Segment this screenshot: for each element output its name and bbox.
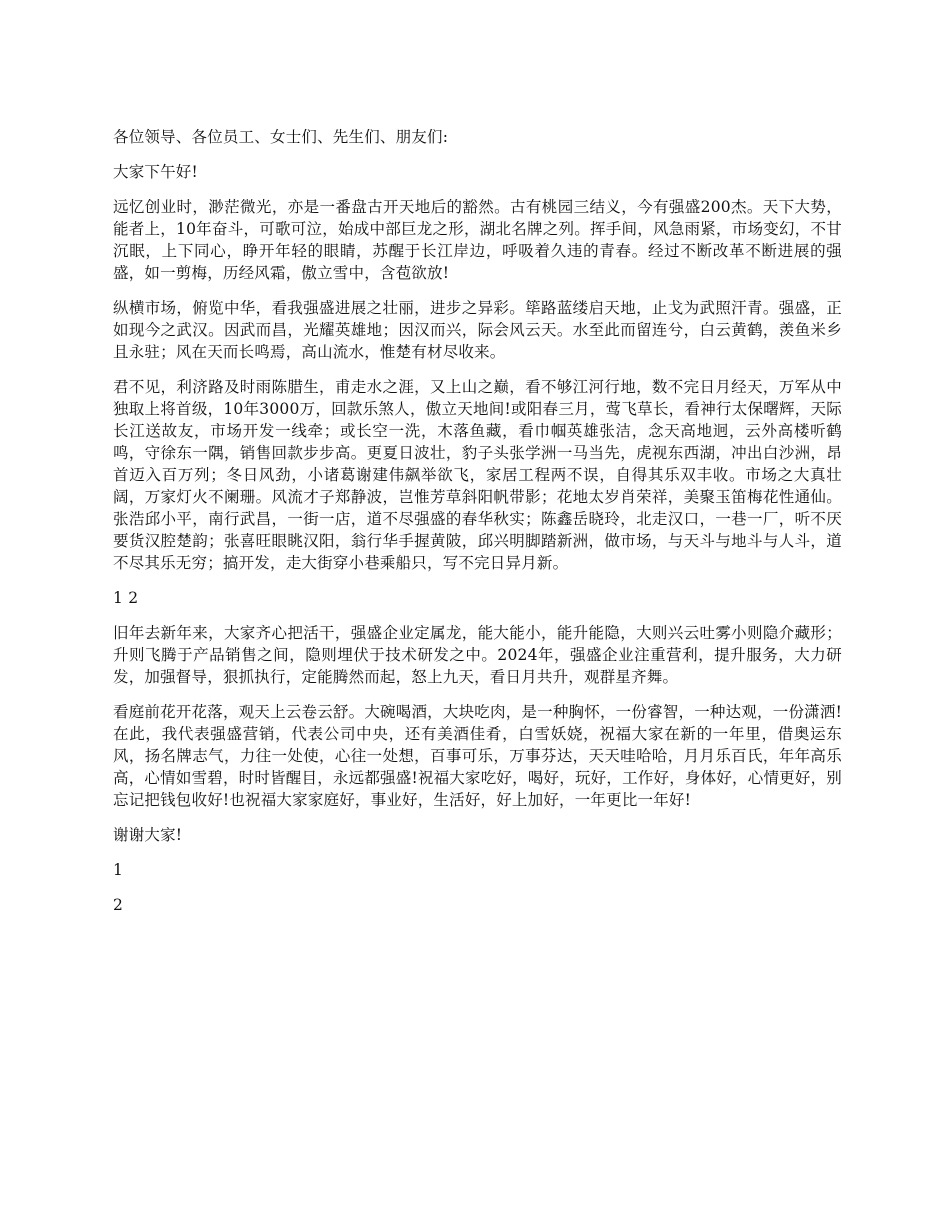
greeting: 大家下午好! <box>113 163 198 181</box>
paragraph-new-year: 旧年去新年来，大家齐心把活干，强盛企业定属龙，能大能小，能升能隐，大则兴云吐雾小则隐介藏形；升则飞腾于产品销售之间，隐则埋伏于技术研发之中。2024年，强盛企业注重营利，提升服务，大力研发，加强督导，狠抓执行，定能腾然而起，怒上九天，看日月共升，观群星齐舞。 <box>113 624 842 686</box>
paragraph-market: 纵横市场，俯览中华，看我强盛进展之壮丽，进步之异彩。筚路蓝缕启天地，止戈为武照汗青。强盛，正如现今之武汉。因武而昌，光耀英雄地；因汉而兴，际会风云天。水至此而留连兮，白云黄鹤，羡鱼米乡且永驻；风在天而长鸣焉，高山流水，惟楚有材尽收来。 <box>113 299 842 361</box>
document-body <box>113 126 842 929</box>
page-numbers: 1 2 <box>113 589 139 607</box>
page-number-1: 1 <box>113 861 124 879</box>
salutation: 各位领导、各位员工、女士们、先生们、朋友们: <box>113 128 449 146</box>
paragraph-founding: 远忆创业时，渺茫微光，亦是一番盘古开天地后的豁然。古有桃园三结义，今有强盛200杰。天下大势，能者上，10年奋斗，可歌可泣，始成中部巨龙之形，湖北名牌之列。挥手间，风急雨紧，市场变幻，不甘沉眠，上下同心，睁开年轻的眼睛，苏醒于长江岸边，呼吸着久违的青春。经过不断改革不断进展的强盛，如一剪梅，历经风霜，傲立雪中，含苞欲放! <box>113 198 842 282</box>
paragraph-blessing: 看庭前花开花落，观天上云卷云舒。大碗喝酒，大块吃肉，是一种胸怀，一份睿智，一种达观，一份潇洒!在此，我代表强盛营销，代表公司中央，还有美酒佳肴，白雪妖娆，祝福大家在新的一年里，借奥运东风，扬名牌志气，力往一处使，心往一处想，百事可乐，万事芬达，天天哇哈哈，月月乐百氏，年年高乐高，心情如雪碧，时时皆醒目，永远都强盛!祝福大家吃好，喝好，玩好，工作好，身体好，心情更好，别忘记把钱包收好!也祝福大家家庭好，事业好，生活好，好上加好，一年更比一年好! <box>113 703 842 809</box>
paragraph-team: 君不见，利济路及时雨陈腊生，甫走水之涯，又上山之巅，看不够江河行地，数不完日月经天，万军从中独取上将首级，10年3000万，回款乐煞人，傲立天地间!或阳春三月，莺飞草长，看神行太保曙辉，天际长江送故友，市场开发一线牵；或长空一洗，木落鱼藏，看巾帼英雄张洁，念天高地迥，云外高楼听鹤鸣，守徐东一隅，销售回款步步高。更夏日波壮，豹子头张学洲一马当先，虎视东西湖，冲出白沙洲，昂首迈入百万列；冬日风劲，小诸葛谢建伟飙举欲飞，家居工程两不误，自得其乐双丰收。市场之大真壮阔，万家灯火不阑珊。风流才子郑静波，岂惟芳草斜阳帆带影；花地太岁肖荣祥，美聚玉笛梅花性通仙。张浩邱小平，南行武昌，一街一店，道不尽强盛的春华秋实；陈鑫岳晓玲，北走汉口，一巷一厂，听不厌要货汉腔楚韵；张喜旺眼眺汉阳，翁行华手握黄陂，邱兴明脚踏新洲，做市场，与天斗与地斗与人斗，道不尽其乐无穷；搞开发，走大街穿小巷乘船只，写不完日异月新。 <box>113 378 842 572</box>
page-number-2: 2 <box>113 896 124 914</box>
closing-thanks: 谢谢大家! <box>113 826 183 844</box>
